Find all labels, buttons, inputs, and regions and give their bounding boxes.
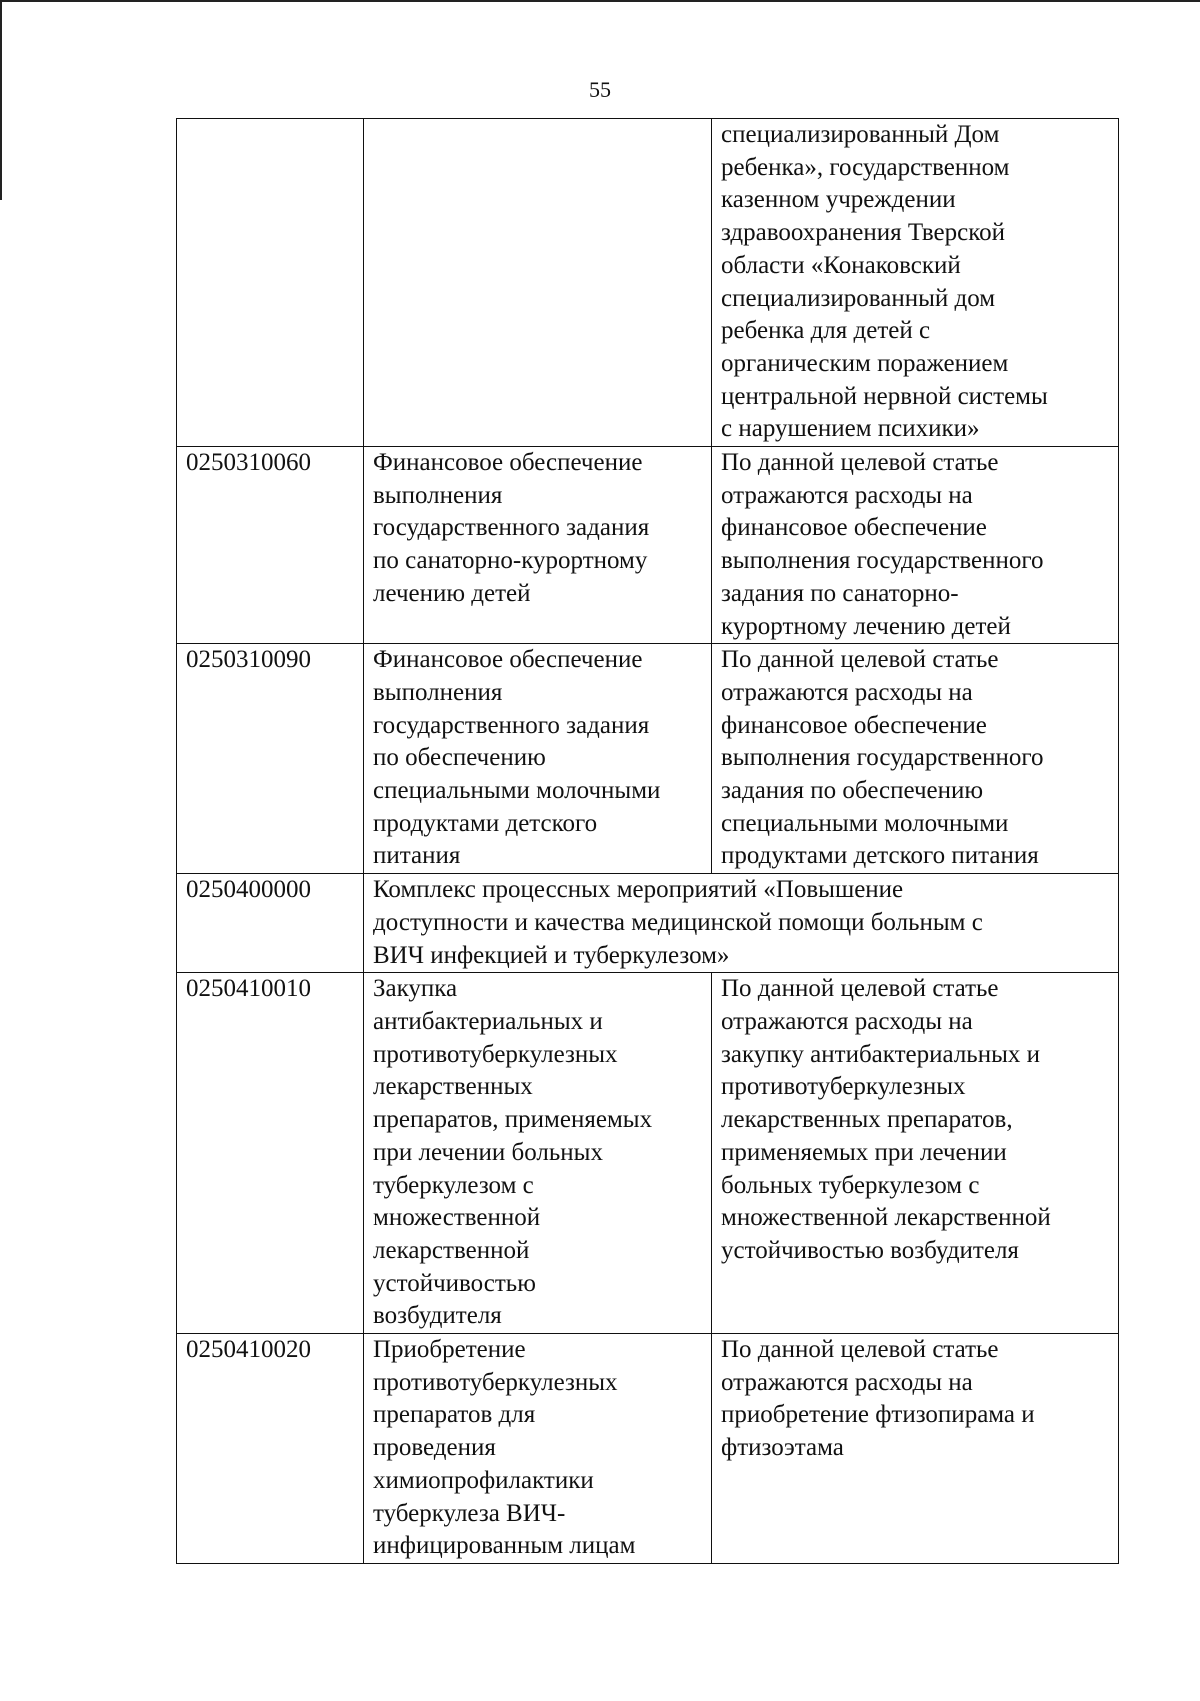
section-title-cell: Комплекс процессных мероприятий «Повышение доступности и качества медицинской помощи больным с ВИЧ инфекцией и туберкулезом»	[364, 874, 1119, 973]
description-cell: По данной целевой статье отражаются расходы на финансовое обеспечение выполнения государственного задания по санаторно- курортному лечению детей	[712, 447, 1119, 644]
page-number: 55	[589, 77, 611, 102]
table-row	[177, 973, 1119, 1334]
name-cell: Финансовое обеспечение выполнения государственного задания по обеспечению специальными молочными продуктами детского питания	[364, 644, 712, 874]
description-cell: По данной целевой статье отражаются расходы на приобретение фтизопирама и фтизоэтама	[712, 1334, 1119, 1564]
table-row	[177, 119, 1119, 447]
table-row	[177, 1334, 1119, 1564]
description-cell: По данной целевой статье отражаются расходы на закупку антибактериальных и противотуберкулезных лекарственных препаратов, применяемых при лечении больных туберкулезом с множественной лекарственной устойчивостью возбудителя	[712, 973, 1119, 1334]
code-cell: 0250400000	[177, 874, 364, 973]
name-cell: Приобретение противотуберкулезных препаратов для проведения химиопрофилактики туберкулеза ВИЧ- инфицированным лицам	[364, 1334, 712, 1564]
table-row	[177, 644, 1119, 874]
scan-border-top	[0, 0, 1200, 2]
code-cell: 0250410010	[177, 973, 364, 1334]
budget-classification-table	[176, 118, 1119, 1564]
name-cell: Закупка антибактериальных и противотуберкулезных лекарственных препаратов, применяемых при лечении больных туберкулезом с множественной лекарственной устойчивостью возбудителя	[364, 973, 712, 1334]
name-cell	[364, 119, 712, 447]
name-cell: Финансовое обеспечение выполнения государственного задания по санаторно-курортному лечению детей	[364, 447, 712, 644]
code-cell: 0250410020	[177, 1334, 364, 1564]
code-cell: 0250310090	[177, 644, 364, 874]
table-row	[177, 447, 1119, 644]
description-cell: специализированный Дом ребенка», государственном казенном учреждении здравоохранения Тверской области «Конаковский специализированный дом ребенка для детей с органическим поражением центральной нервной системы с нарушением психики»	[712, 119, 1119, 447]
code-cell	[177, 119, 364, 447]
table-row-section	[177, 874, 1119, 973]
code-cell: 0250310060	[177, 447, 364, 644]
description-cell: По данной целевой статье отражаются расходы на финансовое обеспечение выполнения государственного задания по обеспечению специальными молочными продуктами детского питания	[712, 644, 1119, 874]
